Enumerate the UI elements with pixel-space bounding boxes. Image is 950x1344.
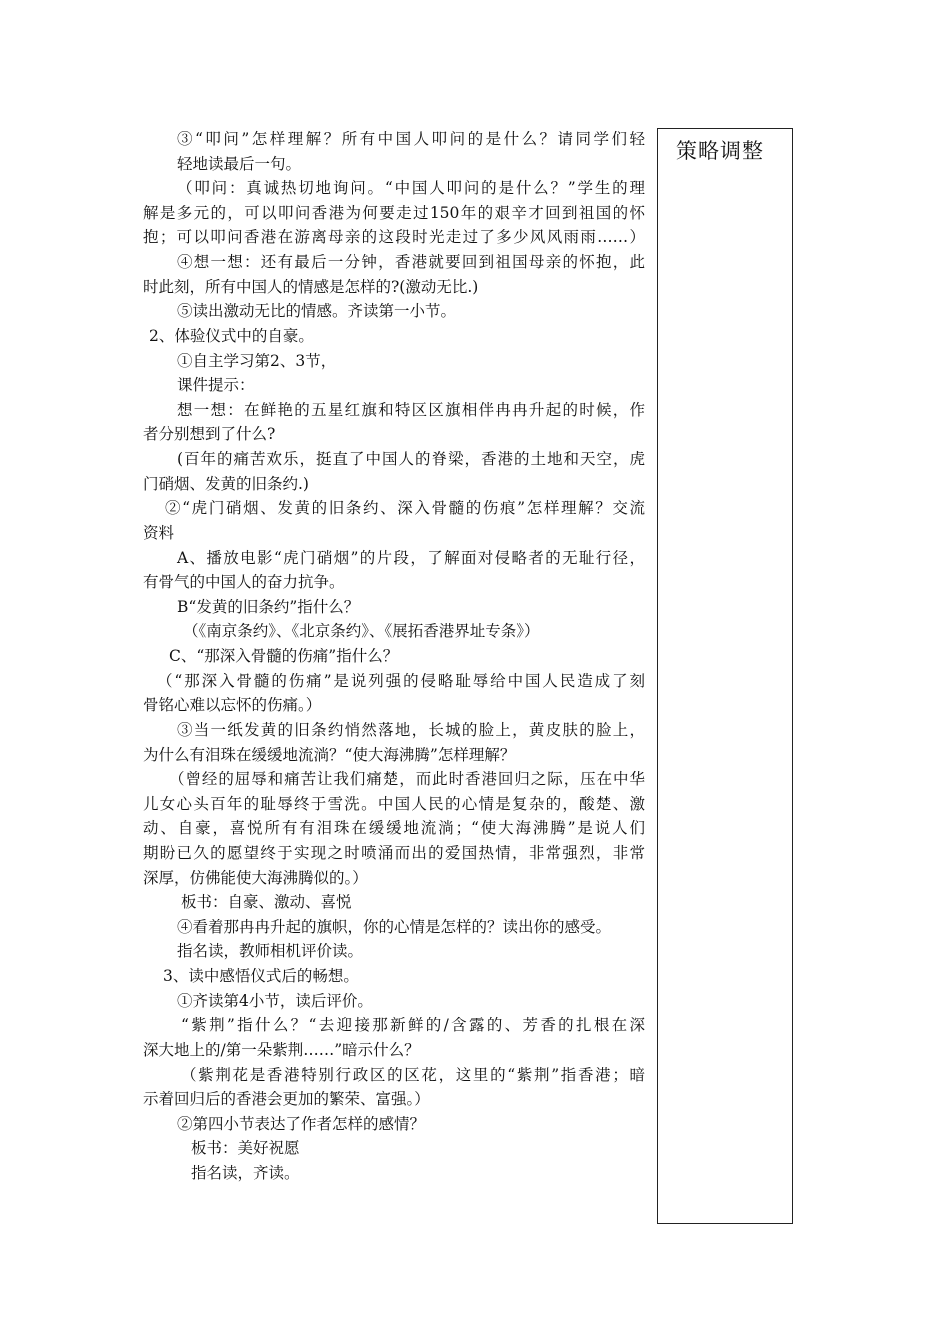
text-line: ④看着那冉冉升起的旗帜，你的心情是怎样的？读出你的感受。 bbox=[177, 917, 612, 936]
text-line: （“那深入骨髓的伤痛”是说列强的侵略耻辱给中国人民造成了刻 bbox=[157, 671, 645, 690]
text-line: 期盼已久的愿望终于实现之时喷涌而出的爱国热情，非常强烈，非常 bbox=[143, 843, 645, 862]
text-line: 门硝烟、发黄的旧条约.) bbox=[143, 474, 309, 493]
text-line: ④想一想：还有最后一分钟，香港就要回到祖国母亲的怀抱，此 bbox=[177, 253, 645, 272]
text-line: A、播放电影“虎门硝烟”的片段，了解面对侵略者的无耻行径， bbox=[177, 548, 645, 567]
text-line: ①齐读第4小节，读后评价。 bbox=[177, 991, 373, 1010]
text-line: 资料 bbox=[143, 523, 175, 542]
text-line: ②“虎门硝烟、发黄的旧条约、深入骨髓的伤痕”怎样理解？交流 bbox=[165, 499, 645, 518]
text-line: ③当一纸发黄的旧条约悄然落地，长城的脸上，黄皮肤的脸上， bbox=[177, 720, 645, 739]
text-line: 想一想：在鲜艳的五星红旗和特区区旗相伴冉冉升起的时候，作 bbox=[177, 400, 645, 419]
text-line: 解是多元的，可以叩问香港为何要走过150年的艰辛才回到祖国的怀 bbox=[143, 203, 645, 222]
text-line: 有骨气的中国人的奋力抗争。 bbox=[143, 573, 345, 592]
text-line: 骨铭心难以忘怀的伤痛。） bbox=[143, 696, 322, 715]
text-line: C、“那深入骨髓的伤痛”指什么？ bbox=[169, 647, 399, 666]
text-line: (百年的痛苦欢乐，挺直了中国人的脊梁，香港的土地和天空，虎 bbox=[177, 450, 645, 469]
text-line: 板书：美好祝愿 bbox=[191, 1139, 300, 1158]
text-line: （曾经的屈辱和痛苦让我们痛楚，而此时香港回归之际，压在中华 bbox=[169, 770, 645, 789]
text-line: （《南京条约》、《北京条约》、《展拓香港界址专条》） bbox=[183, 622, 540, 641]
text-line: ②第四小节表达了作者怎样的感情？ bbox=[177, 1114, 426, 1133]
text-line: 板书：自豪、激动、喜悦 bbox=[181, 893, 352, 912]
text-line: 3、读中感悟仪式后的畅想。 bbox=[163, 967, 359, 986]
text-line: 深大地上的/第一朵紫荆……”暗示什么？ bbox=[143, 1040, 420, 1059]
text-line: 时此刻，所有中国人的情感是怎样的?(激动无比.) bbox=[143, 277, 479, 296]
text-line: （紫荆花是香港特别行政区的区花，这里的“紫荆”指香港；暗 bbox=[181, 1065, 645, 1084]
text-line: 指名读，教师相机评价读。 bbox=[177, 942, 364, 961]
strategy-adjustment-title: 策略调整 bbox=[676, 139, 764, 163]
text-line: 深厚，仿佛能使大海沸腾似的。） bbox=[143, 868, 368, 887]
text-line: 指名读，齐读。 bbox=[191, 1164, 300, 1183]
text-line: 者分别想到了什么? bbox=[143, 425, 276, 444]
text-line: ①自主学习第2、3节， bbox=[177, 351, 337, 370]
text-line: 抱；可以叩问香港在游离母亲的这段时光走过了多少风风雨雨……） bbox=[143, 228, 645, 247]
text-line: （叩问：真诚热切地询问。“中国人叩问的是什么？”学生的理 bbox=[177, 179, 645, 198]
text-line: 2、体验仪式中的自豪。 bbox=[149, 326, 314, 345]
text-line: “紫荆”指什么？“去迎接那新鲜的/含露的、芳香的扎根在深 bbox=[181, 1016, 645, 1035]
text-line: 轻地读最后一句。 bbox=[177, 154, 302, 173]
text-line: 课件提示： bbox=[177, 376, 255, 395]
text-line: 为什么有泪珠在缓缓地流淌？“使大海沸腾”怎样理解？ bbox=[143, 745, 516, 764]
text-line: ⑤读出激动无比的情感。齐读第一小节。 bbox=[177, 302, 457, 321]
text-line: B“发黄的旧条约”指什么？ bbox=[177, 597, 360, 616]
text-line: 动、自豪，喜悦所有有泪珠在缓缓地流淌；“使大海沸腾”是说人们 bbox=[143, 819, 645, 838]
strategy-adjustment-box bbox=[657, 128, 793, 1224]
text-line: 示着回归后的香港会更加的繁荣、富强。） bbox=[143, 1090, 430, 1109]
text-line: 儿女心头百年的耻辱终于雪洗。中国人民的心情是复杂的，酸楚、激 bbox=[143, 794, 645, 813]
text-line: ③“叩问”怎样理解？所有中国人叩问的是什么？请同学们轻 bbox=[177, 130, 645, 148]
